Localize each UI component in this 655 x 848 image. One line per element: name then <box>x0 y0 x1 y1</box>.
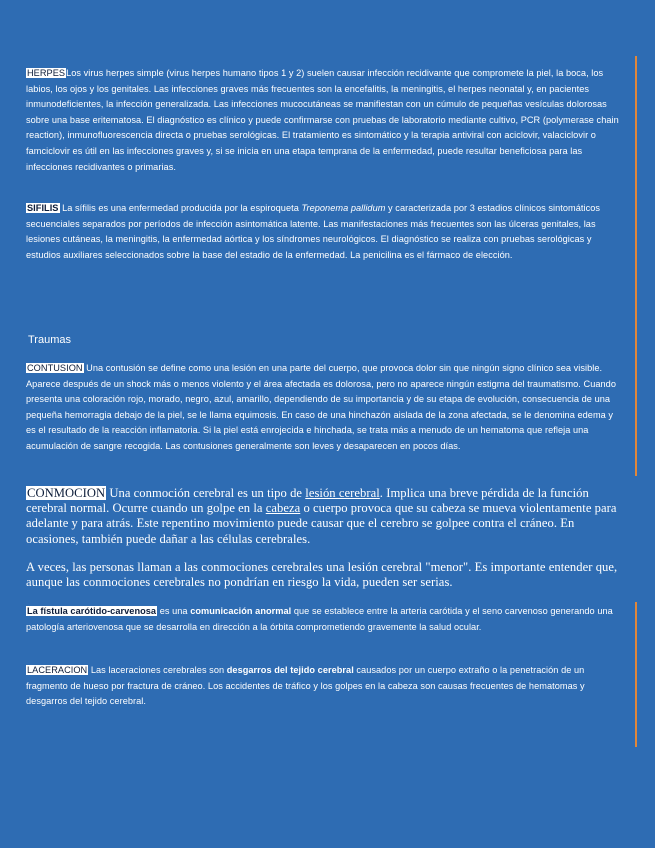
margin-rule-bottom <box>635 602 637 747</box>
laceracion-text-1: Las laceraciones cerebrales son <box>88 665 227 675</box>
laceracion-tag: LACERACION <box>27 665 88 675</box>
conmocion-paragraph-2 <box>26 560 622 590</box>
fistula-tag: La fístula carótido-carvenosa <box>27 606 157 616</box>
contusion-text: Una contusión se define como una lesión en una parte del cuerpo, que provoca dolor sin que ningún signo clínico sea visible. Aparece después de un shock más o menos violento y el área afectada es dolorosa, pero no aparece ningún estigma del traumatismo. Cuando presenta una coloración rojo, morado, negro, azul, amarillo, dependiendo de su importancia y de su etapa de evolución, consecuencia de una pequeña hemorragia debajo de la piel, se le llama equimosis. En caso de una hinchazón aislada de la zona afectada, se le denomina edema y es el resultado de la reacción inflamatoria. Si la piel está enrojecida e hinchada, se trata más a menudo de un hematoma que refleja una acumulación de sangre recogida. Las contusiones generalmente son leves y desaparecen en pocos días. <box>26 363 616 451</box>
traumas-heading: Traumas <box>28 334 71 346</box>
fistula-text-2: que se establece entre la arteria carótida y el seno carvenoso generando una patología arteriovenosa que se desarrolla en dirección a la órbita comprometiendo gravemente la salud ocular. <box>26 606 613 632</box>
contusion-tag: CONTUSION <box>27 363 83 373</box>
sifilis-text-after: y caracterizada por 3 estadios clínicos sintomáticos secuenciales separados por períodos de infección asintomática latente. Las manifestaciones más frecuentes son las úlceras genitales, las lesiones cutáneas, la meningitis, la enfermedad aórtica y los síndromes neurológicos. El diagnóstico se realiza con pruebas serológicas y estudios auxiliares seleccionados sobre la base del estadio de la enfermedad. La penicilina es el fármaco de elección. <box>26 203 601 260</box>
sifilis-tag: SIFILIS <box>27 203 59 213</box>
sifilis-paragraph <box>26 201 622 263</box>
lesion-cerebral-link[interactable]: lesión cerebral <box>305 486 380 500</box>
fistula-paragraph <box>26 604 622 635</box>
conmocion-text-2: . Implica una breve pérdida de la función cerebral normal. Ocurre cuando un golpe en la <box>26 486 589 516</box>
conmocion-tag: CONMOCION <box>27 486 106 500</box>
conmocion-text-3: o cuerpo provoca que su cabeza se mueva violentamente para adelante y para atrás. Este repentino movimiento puede causar que el cerebro se golpee contra el cráneo. En ocasiones, también puede dañar a las células cerebrales. <box>26 501 617 546</box>
herpes-tag: HERPES <box>27 68 66 78</box>
fistula-bold: comunicación anormal <box>190 606 292 616</box>
margin-rule-top <box>635 56 637 476</box>
contusion-paragraph <box>26 361 622 455</box>
cabeza-link[interactable]: cabeza <box>265 501 301 516</box>
herpes-text: Los virus herpes simple (virus herpes humano tipos 1 y 2) suelen causar infección recidivante que compromete la piel, la boca, los labios, los ojos y los genitales. Las infecciones graves más frecuentes son la encefalitis, la meningitis, el herpes neonatal y, en pacientes inmunodeficientes, la infección generalizada. Las infecciones mucocutáneas se manifiestan con un cúmulo de pequeñas vesículas dolorosas sobre una base eritematosa. El diagnóstico es clínico y puede confirmarse con pruebas de laboratorio mediante cultivo, PCR (polymerase chain reaction), inmunofluorescencia directa o pruebas serológicas. El tratamiento es sintomático y la terapia antiviral con aciclovir, valaciclovir o famciclovir es útil en las infecciones graves y, si se inicia en una etapa temprana de la enfermedad, puede resultar beneficiosa para las infecciones recidivantes o primarias. <box>26 68 619 172</box>
conmocion-text-1: Una conmoción cerebral es un tipo de <box>106 486 306 500</box>
laceracion-bold: desgarros del tejido cerebral <box>226 665 354 675</box>
herpes-paragraph <box>26 66 622 175</box>
conmocion-text-p2: A veces, las personas llaman a las conmociones cerebrales una lesión cerebral "menor". Es importante entender que, aunque las conmociones cerebrales no pondrían en riesgo la vida, pueden ser serias. <box>26 560 618 590</box>
laceracion-text-2: causados por un cuerpo extraño o la penetración de un fragmento de hueso por fractura de cráneo. Los accidentes de tráfico y los golpes en la cabeza son causas frecuentes de hematomas y desgarros del tejido cerebral. <box>26 665 585 707</box>
sifilis-species: Treponema pallidum <box>301 203 386 213</box>
fistula-text-1: es una <box>157 606 191 616</box>
laceracion-paragraph <box>26 663 622 710</box>
sifilis-text-before: La sífilis es una enfermedad producida por la espiroqueta <box>59 203 302 213</box>
conmocion-paragraph <box>26 486 622 547</box>
